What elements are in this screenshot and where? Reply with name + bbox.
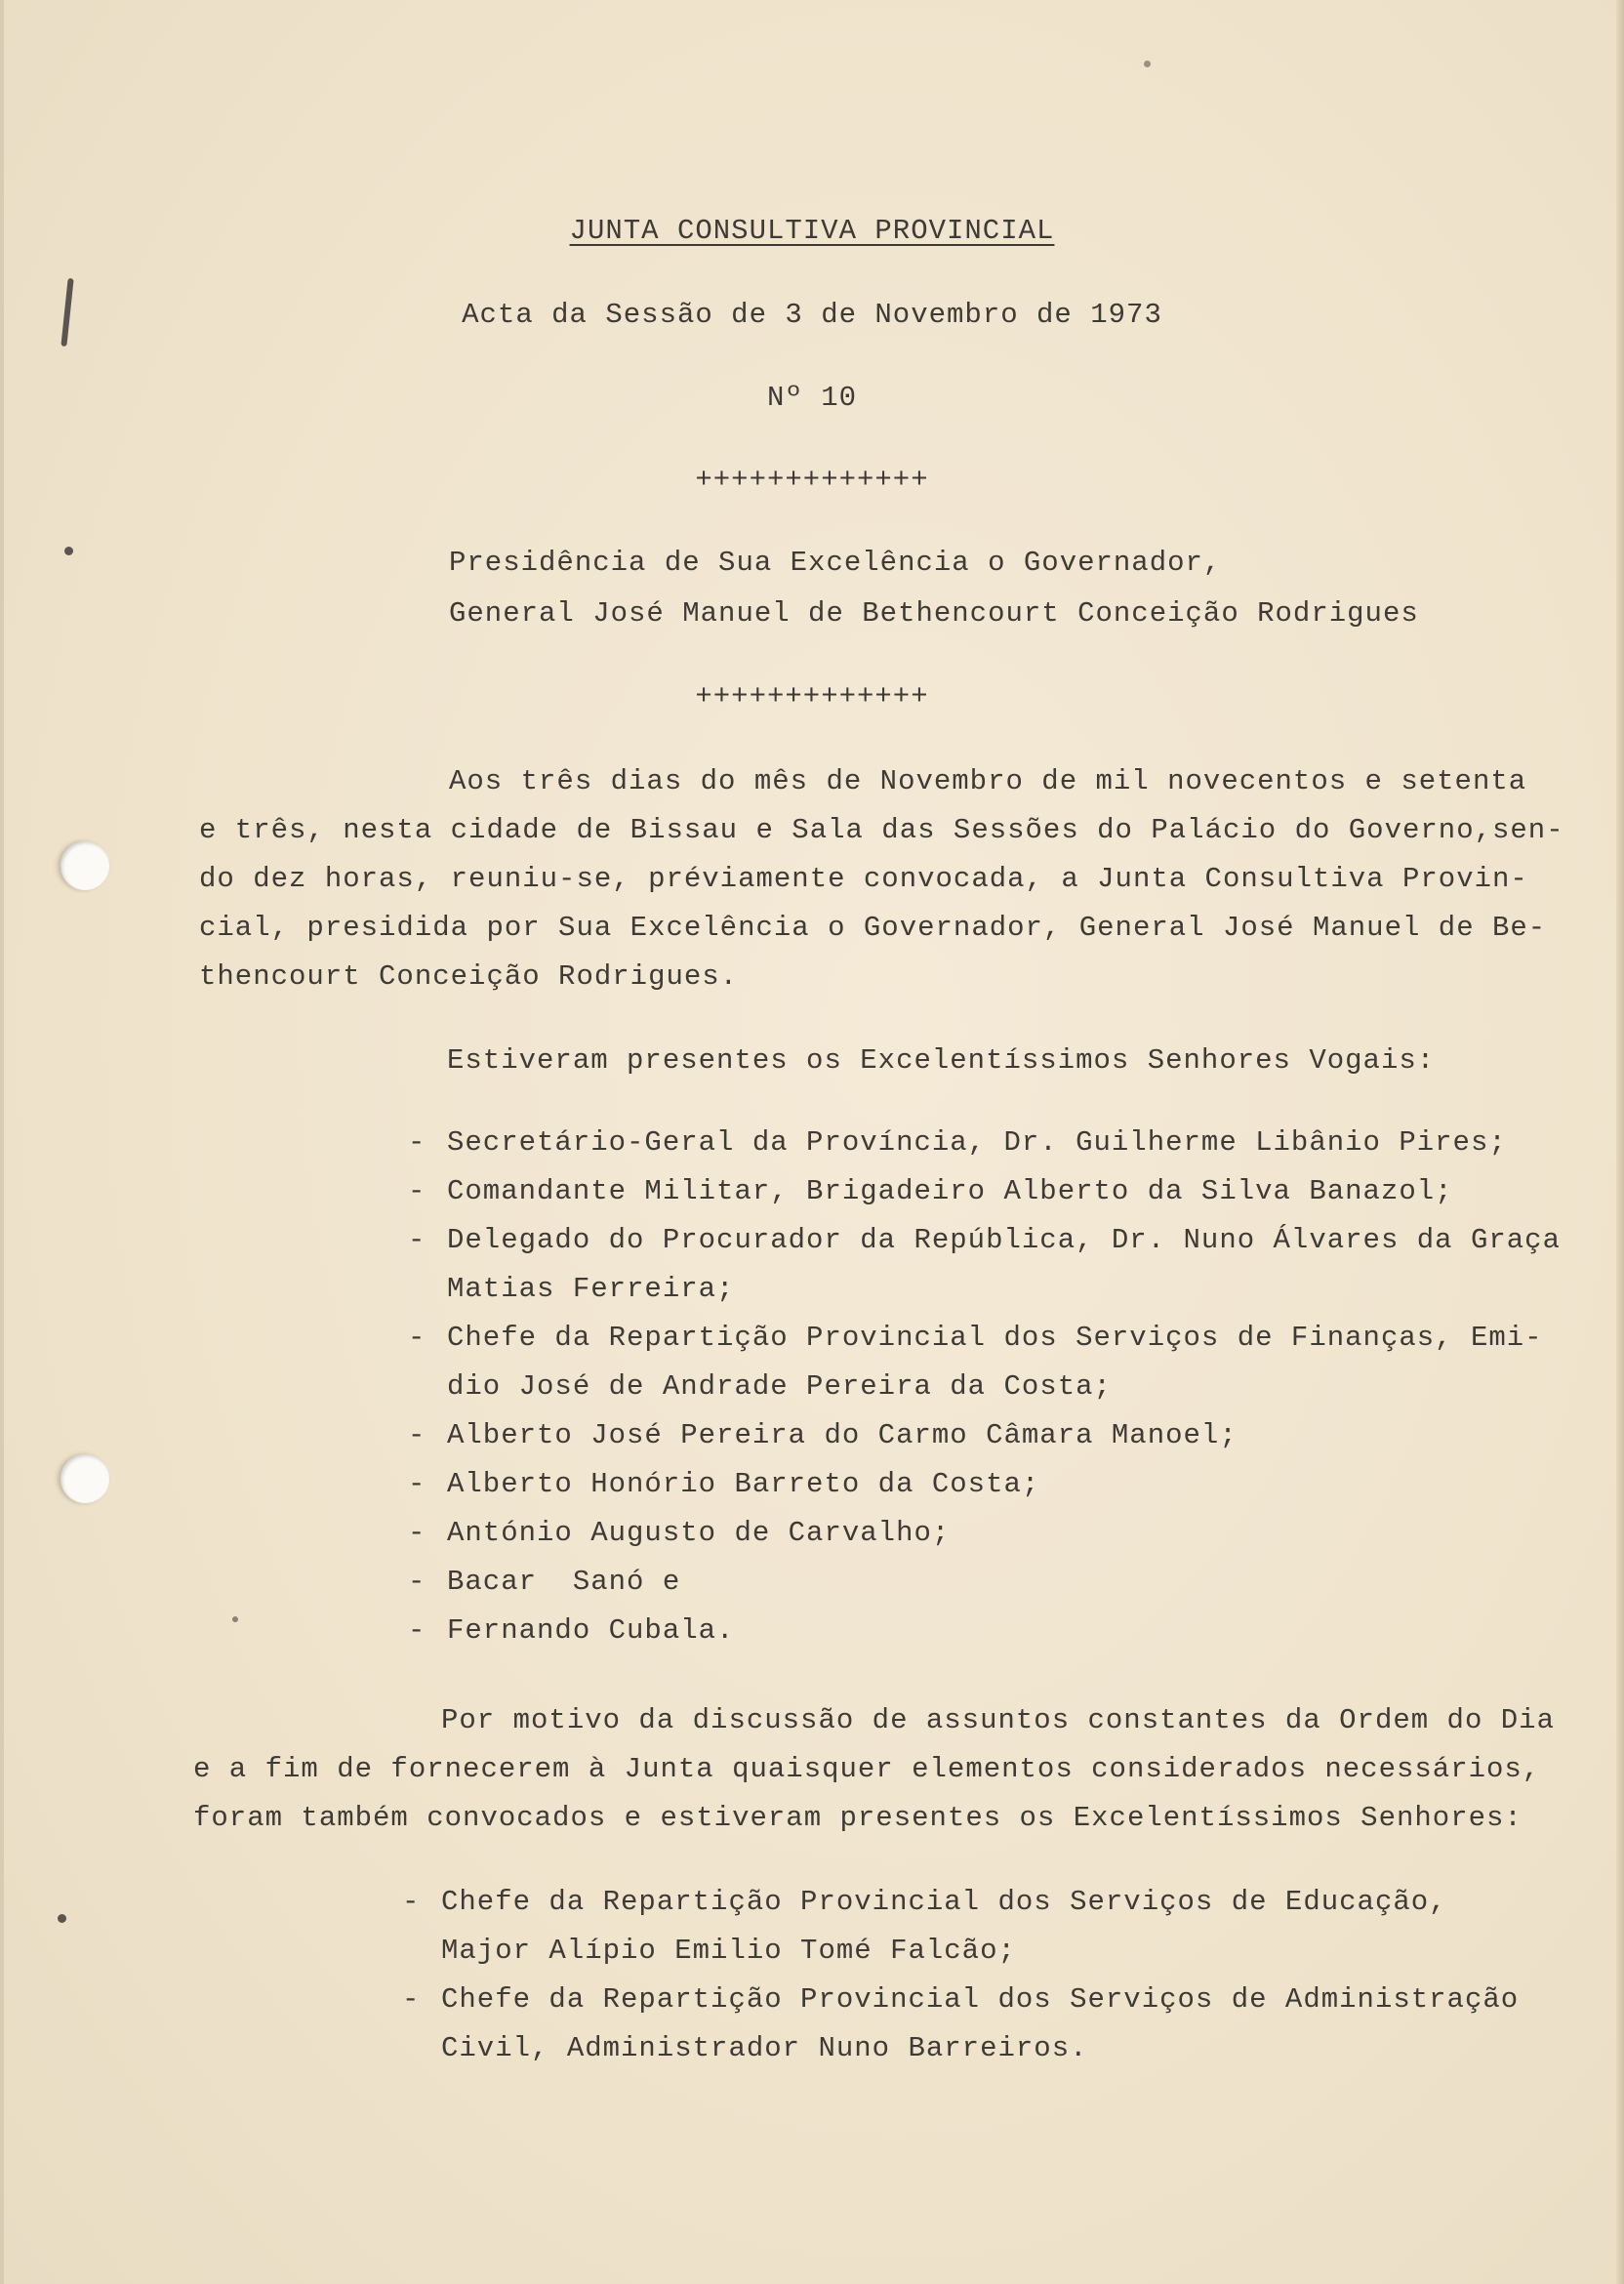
separator-top: +++++++++++++ bbox=[695, 464, 929, 496]
paragraph-1-line: e três, nesta cidade de Bissau e Sala das Sessões do Palácio do Governo,sen- bbox=[199, 814, 1564, 846]
attendee-item: - Secretário-Geral da Província, Dr. Guilherme Libânio Pires; bbox=[408, 1126, 1507, 1159]
invited-item-continuation: Major Alípio Emilio Tomé Falcão; bbox=[441, 1935, 1016, 1967]
punch-hole-top bbox=[61, 841, 109, 890]
list-dash: - bbox=[408, 1566, 426, 1598]
attendee-item: - Alberto José Pereira do Carmo Câmara Manoel; bbox=[408, 1419, 1238, 1451]
invited-item: - Chefe da Repartição Provincial dos Serviços de Educação, bbox=[402, 1886, 1447, 1918]
invited-item: - Chefe da Repartição Provincial dos Serviços de Administração bbox=[402, 1983, 1520, 2016]
presidency-line-2: General José Manuel de Bethencourt Conceição Rodrigues bbox=[449, 597, 1419, 630]
ink-spot bbox=[1144, 61, 1151, 67]
paragraph-1-line: cial, presidida por Sua Excelência o Governador, General José Manuel de Be- bbox=[199, 912, 1547, 944]
invited-item-continuation: Civil, Administrador Nuno Barreiros. bbox=[441, 2032, 1088, 2064]
ink-spot bbox=[232, 1616, 238, 1622]
separator-bottom: +++++++++++++ bbox=[695, 680, 929, 713]
list-dash: - bbox=[408, 1126, 426, 1159]
session-line: Acta da Sessão de 3 de Novembro de 1973 bbox=[462, 299, 1162, 331]
attendee-item: - António Augusto de Carvalho; bbox=[408, 1517, 951, 1549]
attendee-item: - Delegado do Procurador da República, Dr. Nuno Álvares da Graça bbox=[408, 1224, 1561, 1256]
attendee-item-continuation: Matias Ferreira; bbox=[447, 1273, 735, 1305]
list-dash: - bbox=[402, 1983, 421, 2016]
list-dash: - bbox=[402, 1886, 421, 1918]
attendee-item: - Bacar Sanó e bbox=[408, 1566, 681, 1598]
list-dash: - bbox=[408, 1322, 426, 1354]
attendee-item-continuation: dio José de Andrade Pereira da Costa; bbox=[447, 1370, 1112, 1403]
attendee-item: - Chefe da Repartição Provincial dos Serviços de Finanças, Emi- bbox=[408, 1322, 1543, 1354]
paragraph-2-line: e a fim de fornecerem à Junta quaisquer elementos considerados necessários, bbox=[193, 1753, 1541, 1785]
punch-hole-bottom bbox=[61, 1454, 109, 1503]
paragraph-2-line: Por motivo da discussão de assuntos constantes da Ordem do Dia bbox=[441, 1704, 1555, 1736]
list-dash: - bbox=[408, 1468, 426, 1500]
document-title: JUNTA CONSULTIVA PROVINCIAL bbox=[569, 215, 1055, 247]
paragraph-1-line: do dez horas, reuniu-se, préviamente convocada, a Junta Consultiva Provin- bbox=[199, 863, 1528, 895]
attendee-item: - Alberto Honório Barreto da Costa; bbox=[408, 1468, 1040, 1500]
attendee-item: - Comandante Militar, Brigadeiro Alberto da Silva Banazol; bbox=[408, 1175, 1453, 1207]
list-dash: - bbox=[408, 1419, 426, 1451]
paragraph-1-line: Aos três dias do mês de Novembro de mil novecentos e setenta bbox=[449, 765, 1527, 797]
list-dash: - bbox=[408, 1175, 426, 1207]
list-dash: - bbox=[408, 1614, 426, 1647]
list-dash: - bbox=[408, 1224, 426, 1256]
presidency-line-1: Presidência de Sua Excelência o Governador, bbox=[449, 547, 1222, 579]
ink-spot bbox=[58, 1914, 66, 1923]
list-dash: - bbox=[408, 1517, 426, 1549]
attendee-item: - Fernando Cubala. bbox=[408, 1614, 735, 1647]
paragraph-1-line: thencourt Conceição Rodrigues. bbox=[199, 960, 739, 993]
ink-spot bbox=[64, 547, 73, 555]
paragraph-2-line: foram também convocados e estiveram presentes os Excelentíssimos Senhores: bbox=[193, 1802, 1522, 1834]
session-number: Nº 10 bbox=[766, 382, 857, 414]
page-edge-left bbox=[0, 0, 4, 2284]
attendees-intro: Estiveram presentes os Excelentíssimos Senhores Vogais: bbox=[447, 1044, 1436, 1077]
page-edge-right bbox=[1616, 0, 1624, 2284]
